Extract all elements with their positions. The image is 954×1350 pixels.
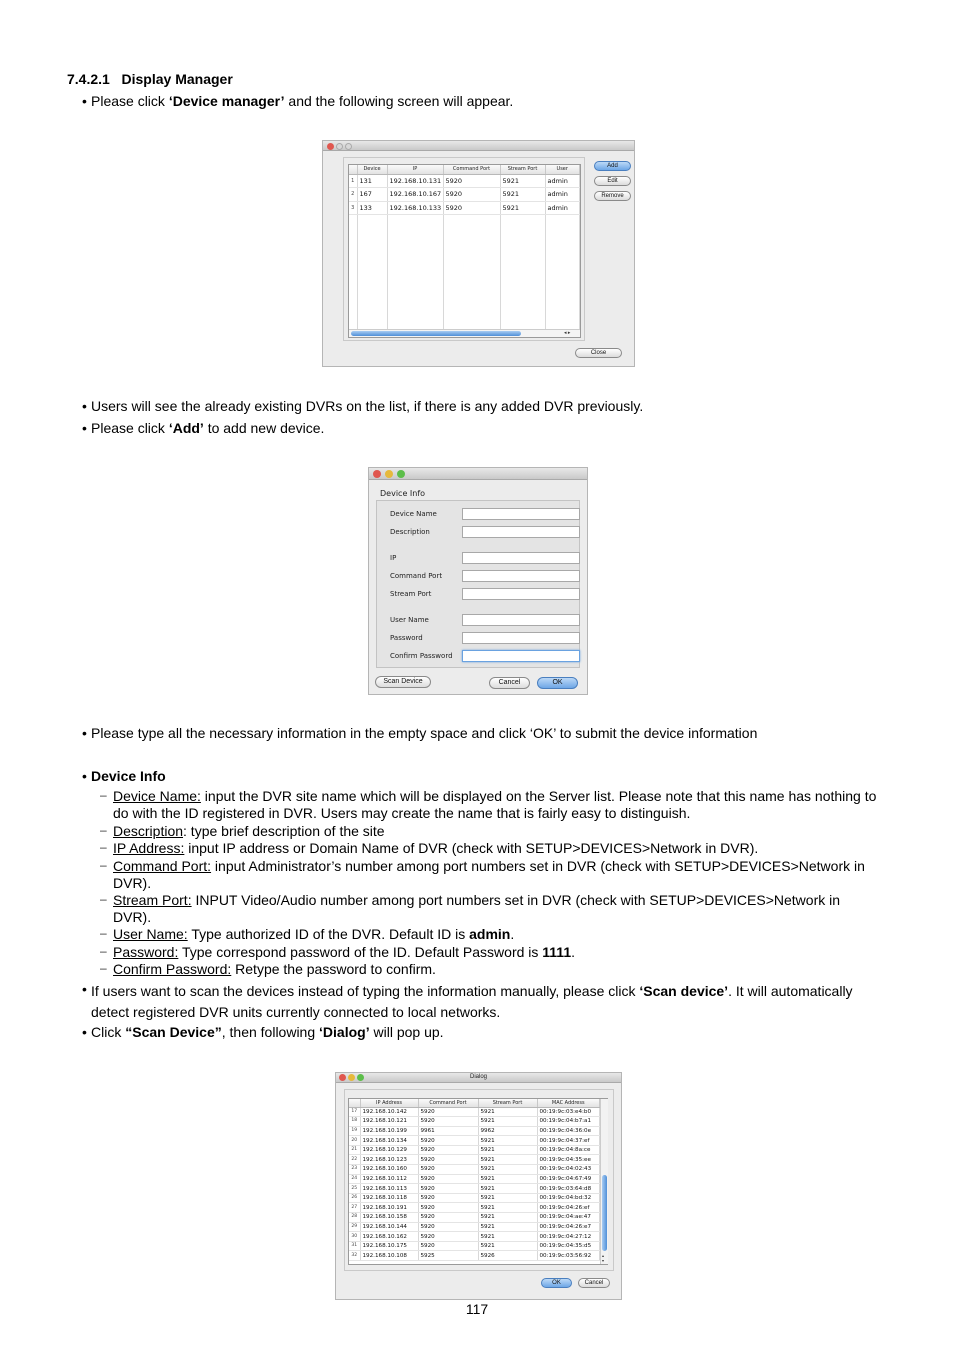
cancel-button[interactable]: Cancel	[489, 677, 530, 689]
zoom-window-icon[interactable]	[345, 143, 352, 150]
dialog-title: Dialog	[469, 1074, 487, 1080]
paragraph-scan-device: If users want to scan the devices instead of typing the information manually, please click ‘Scan device’. It will automatically detect registered DVR units currently connected to local networks.	[91, 983, 853, 1020]
table-header-row	[349, 165, 580, 174]
minimize-window-icon[interactable]	[385, 470, 393, 478]
table-cell: 192.168.10.121	[360, 1117, 418, 1127]
table-cell: 00:19:9c:04:37:ef	[537, 1136, 600, 1146]
table-cell: 192.168.10.113	[360, 1184, 418, 1194]
bullet: •	[82, 981, 87, 997]
table-cell: 192.168.10.144	[360, 1222, 418, 1232]
table-cell: 00:19:9c:04:35:d5	[537, 1241, 600, 1251]
zoom-window-icon[interactable]	[397, 470, 405, 478]
ok-button[interactable]: OK	[541, 1278, 572, 1288]
bullet: •	[82, 768, 87, 784]
table-cell: 5921	[478, 1203, 537, 1213]
table-cell: 5920	[418, 1184, 478, 1194]
column-header[interactable]: Stream Port	[500, 165, 545, 174]
item-password: Password: Type correspond password of the ID. Default Password is 1111.	[113, 944, 575, 960]
cancel-button[interactable]: Cancel	[578, 1278, 610, 1288]
scrollbar-thumb[interactable]	[351, 331, 521, 336]
row-number: 23	[349, 1165, 360, 1175]
table-cell: 00:19:9c:04:26:ef	[537, 1203, 600, 1213]
row-number: 22	[349, 1155, 360, 1165]
section-number: 7.4.2.1	[67, 71, 110, 87]
table-cell: 00:19:9c:04:8a:ce	[537, 1145, 600, 1155]
table-row[interactable]	[349, 1126, 600, 1136]
scan-results-table[interactable]	[348, 1098, 608, 1265]
row-number: 18	[349, 1117, 360, 1127]
confirm-password-label: Confirm Password	[390, 652, 453, 660]
table-cell: 5920	[418, 1136, 478, 1146]
column-header[interactable]: Command Port	[443, 165, 500, 174]
row-number: 29	[349, 1222, 360, 1232]
table-cell: 192.168.10.142	[360, 1107, 418, 1117]
table-row[interactable]	[349, 1107, 600, 1117]
paragraph-type-info: Please type all the necessary information in the empty space and click ‘OK’ to submit the device information	[91, 725, 758, 741]
section-heading	[67, 71, 233, 88]
table-row[interactable]: 2 167 192.168.10.167 5920 5921 admin	[349, 187, 580, 201]
dash: –	[100, 892, 107, 906]
table-row[interactable]	[349, 1222, 600, 1232]
bullet: •	[82, 420, 87, 436]
device-info-window	[368, 467, 588, 695]
scan-device-button[interactable]: Scan Device	[375, 676, 431, 688]
table-cell: 192.168.10.162	[360, 1232, 418, 1242]
item-ip-address: IP Address: input IP address or Domain Name of DVR (check with SETUP>DEVICES>Network in DVR).	[113, 840, 759, 856]
table-row[interactable]	[349, 1145, 600, 1155]
table-cell: 192.168.10.108	[360, 1251, 418, 1261]
page-number: 117	[465, 1301, 489, 1317]
row-number: 28	[349, 1213, 360, 1223]
password-field[interactable]	[462, 632, 580, 644]
table-cell: 00:19:9c:04:26:e7	[537, 1222, 600, 1232]
table-row[interactable]	[349, 1174, 600, 1184]
group-title: Device Info	[380, 489, 426, 498]
horizontal-scrollbar[interactable]	[349, 329, 580, 337]
dash: –	[100, 823, 107, 837]
row-number: 26	[349, 1193, 360, 1203]
confirm-password-field[interactable]	[462, 650, 580, 662]
password-label: Password	[390, 634, 423, 642]
dash: –	[100, 961, 107, 975]
device-manager-window	[322, 140, 635, 367]
table-cell: 00:19:9c:03:64:d8	[537, 1184, 600, 1194]
table-cell: 5920	[418, 1145, 478, 1155]
table-cell: 5920	[418, 1155, 478, 1165]
table-cell: 192.168.10.191	[360, 1203, 418, 1213]
table-cell: 00:19:9c:04:36:0e	[537, 1126, 600, 1136]
table-cell: 00:19:9c:04:35:ee	[537, 1155, 600, 1165]
window-titlebar	[323, 141, 634, 151]
row-number: 21	[349, 1145, 360, 1155]
table-cell: 192.168.10.199	[360, 1126, 418, 1136]
table-cell: 00:19:9c:04:bd:32	[537, 1193, 600, 1203]
device-name-label: Device Name	[390, 510, 437, 518]
table-cell: 00:19:9c:04:b7:a1	[537, 1117, 600, 1127]
table-cell: 5921	[478, 1184, 537, 1194]
table-cell: 5920	[418, 1241, 478, 1251]
item-command-port: Command Port: input Administrator’s number among port numbers set in DVR (check with SETUP>DEVICES>Network in DVR).	[113, 858, 865, 891]
item-confirm-password: Confirm Password: Retype the password to confirm.	[113, 961, 436, 977]
bullet: •	[82, 725, 87, 741]
column-header[interactable]: MAC Address	[537, 1099, 600, 1107]
table-cell: 5920	[418, 1165, 478, 1175]
add-button[interactable]: Add	[594, 161, 631, 171]
ok-button[interactable]: OK	[537, 677, 578, 689]
table-cell: 192.168.10.112	[360, 1174, 418, 1184]
table-cell: 00:19:9c:04:27:12	[537, 1232, 600, 1242]
table-cell: 5921	[478, 1107, 537, 1117]
user-name-label: User Name	[390, 616, 429, 624]
dialog-window	[335, 1072, 622, 1300]
table-cell: 192.168.10.160	[360, 1165, 418, 1175]
table-row[interactable]: 3 133 192.168.10.133 5920 5921 admin	[349, 201, 580, 214]
user-name-field[interactable]	[462, 614, 580, 626]
row-number: 19	[349, 1126, 360, 1136]
dash: –	[100, 840, 107, 854]
column-header[interactable]: IP Address	[360, 1099, 418, 1107]
row-number: 32	[349, 1251, 360, 1261]
window-titlebar	[369, 468, 587, 480]
paragraph-existing-dvrs: Users will see the already existing DVRs on the list, if there is any added DVR previously.	[91, 398, 644, 414]
table-cell: 00:19:9c:04:ae:47	[537, 1213, 600, 1223]
table-row[interactable]	[349, 1232, 600, 1242]
table-header-row	[349, 1099, 600, 1107]
paragraph-click-add: Please click ‘Add’ to add new device.	[91, 420, 325, 436]
row-number: 30	[349, 1232, 360, 1242]
table-row[interactable]	[349, 1213, 600, 1223]
table-row[interactable]	[349, 1203, 600, 1213]
device-name-field[interactable]	[462, 508, 580, 520]
window-titlebar	[336, 1073, 621, 1083]
table-cell: 5920	[418, 1203, 478, 1213]
table-row[interactable]	[349, 1117, 600, 1127]
column-header[interactable]: Command Port	[418, 1099, 478, 1107]
bullet: •	[82, 398, 87, 414]
table-cell: 5920	[418, 1222, 478, 1232]
device-table[interactable]	[348, 164, 581, 338]
column-header[interactable]: IP	[387, 165, 443, 174]
table-cell: 5921	[478, 1232, 537, 1242]
dash: –	[100, 858, 107, 872]
column-header[interactable]: Device	[357, 165, 387, 174]
row-number: 31	[349, 1241, 360, 1251]
table-cell: 192.168.10.158	[360, 1213, 418, 1223]
table-cell: 9962	[478, 1126, 537, 1136]
table-row[interactable]	[349, 1193, 600, 1203]
paragraph-device-manager-intro: Please click ‘Device manager’ and the following screen will appear.	[91, 93, 514, 109]
ip-label: IP	[390, 554, 397, 562]
table-cell: 5921	[478, 1117, 537, 1127]
table-row[interactable]	[349, 1184, 600, 1194]
table-cell: 192.168.10.175	[360, 1241, 418, 1251]
ip-field[interactable]	[462, 552, 580, 564]
minimize-window-icon[interactable]	[336, 143, 343, 150]
table-cell: 5921	[478, 1222, 537, 1232]
table-cell: 00:19:9c:03:e4:b0	[537, 1107, 600, 1117]
table-cell: 00:19:9c:03:56:92	[537, 1251, 600, 1261]
bullet: •	[82, 1024, 87, 1040]
scrollbar-thumb[interactable]	[602, 1175, 607, 1251]
description-label: Description	[390, 528, 430, 536]
table-cell: 5920	[418, 1232, 478, 1242]
table-cell: 5925	[418, 1251, 478, 1261]
close-window-icon[interactable]	[327, 143, 334, 150]
table-cell: 5921	[478, 1213, 537, 1223]
dash: –	[100, 944, 107, 958]
table-row[interactable]	[349, 1136, 600, 1146]
dash: –	[100, 788, 107, 802]
table-cell: 5920	[418, 1174, 478, 1184]
bullet: •	[82, 93, 87, 109]
description-field[interactable]	[462, 526, 580, 538]
remove-button[interactable]: Remove	[594, 191, 631, 201]
item-stream-port: Stream Port: INPUT Video/Audio number among port numbers set in DVR (check with SETUP>DEVICES>Network in DVR).	[113, 892, 841, 925]
table-cell: 192.168.10.129	[360, 1145, 418, 1155]
row-number: 17	[349, 1107, 360, 1117]
table-cell: 00:19:9c:04:67:49	[537, 1174, 600, 1184]
table-cell: 5921	[478, 1136, 537, 1146]
item-device-name: Device Name: input the DVR site name which will be displayed on the Server list. Please note that this name has nothing to do with the ID registered in DVR. Users may create the name that is fairly easy to distinguish.	[113, 788, 877, 821]
row-number: 27	[349, 1203, 360, 1213]
table-cell: 00:19:9c:04:02:43	[537, 1165, 600, 1175]
stream-port-label: Stream Port	[390, 590, 432, 598]
table-cell: 192.168.10.123	[360, 1155, 418, 1165]
section-title: Display Manager	[121, 71, 233, 87]
table-cell: 5921	[478, 1241, 537, 1251]
vertical-scrollbar[interactable]	[600, 1099, 608, 1264]
column-header[interactable]: User	[545, 165, 580, 174]
table-cell: 192.168.10.118	[360, 1193, 418, 1203]
table-cell: 5920	[418, 1213, 478, 1223]
device-info-group	[376, 500, 580, 668]
dash: –	[100, 926, 107, 940]
table-row[interactable]	[349, 1165, 600, 1175]
table-cell: 5921	[478, 1193, 537, 1203]
scroll-arrows-icon[interactable]: ◂ ▸	[564, 330, 571, 336]
close-button[interactable]: Close	[575, 348, 622, 358]
edit-button[interactable]: Edit	[594, 176, 631, 186]
close-window-icon[interactable]	[373, 470, 381, 478]
table-cell: 5921	[478, 1145, 537, 1155]
paragraph-dialog: Click “Scan Device”, then following ‘Dialog’ will pop up.	[91, 1024, 444, 1040]
table-cell: 5921	[478, 1155, 537, 1165]
table-row[interactable]: 1 131 192.168.10.131 5920 5921 admin	[349, 174, 580, 187]
row-number: 24	[349, 1174, 360, 1184]
table-cell: 5920	[418, 1107, 478, 1117]
stream-port-field[interactable]	[462, 588, 580, 600]
command-port-field[interactable]	[462, 570, 580, 582]
table-cell: 5920	[418, 1117, 478, 1127]
table-cell: 5921	[478, 1174, 537, 1184]
table-cell: 192.168.10.134	[360, 1136, 418, 1146]
command-port-label: Command Port	[390, 572, 443, 580]
table-row[interactable]	[349, 1251, 600, 1261]
row-number: 20	[349, 1136, 360, 1146]
table-cell: 5920	[418, 1193, 478, 1203]
scroll-arrows-icon[interactable]: ▴ ▾	[602, 1253, 605, 1263]
row-number: 25	[349, 1184, 360, 1194]
item-user-name: User Name: Type authorized ID of the DVR. Default ID is admin.	[113, 926, 515, 942]
table-row[interactable]	[349, 1241, 600, 1251]
table-cell: 9961	[418, 1126, 478, 1136]
device-info-heading: Device Info	[91, 768, 166, 784]
item-description: Description: type brief description of the site	[113, 823, 385, 839]
column-header[interactable]: Stream Port	[478, 1099, 537, 1107]
table-row[interactable]	[349, 1155, 600, 1165]
table-cell: 5921	[478, 1165, 537, 1175]
table-cell: 5926	[478, 1251, 537, 1261]
